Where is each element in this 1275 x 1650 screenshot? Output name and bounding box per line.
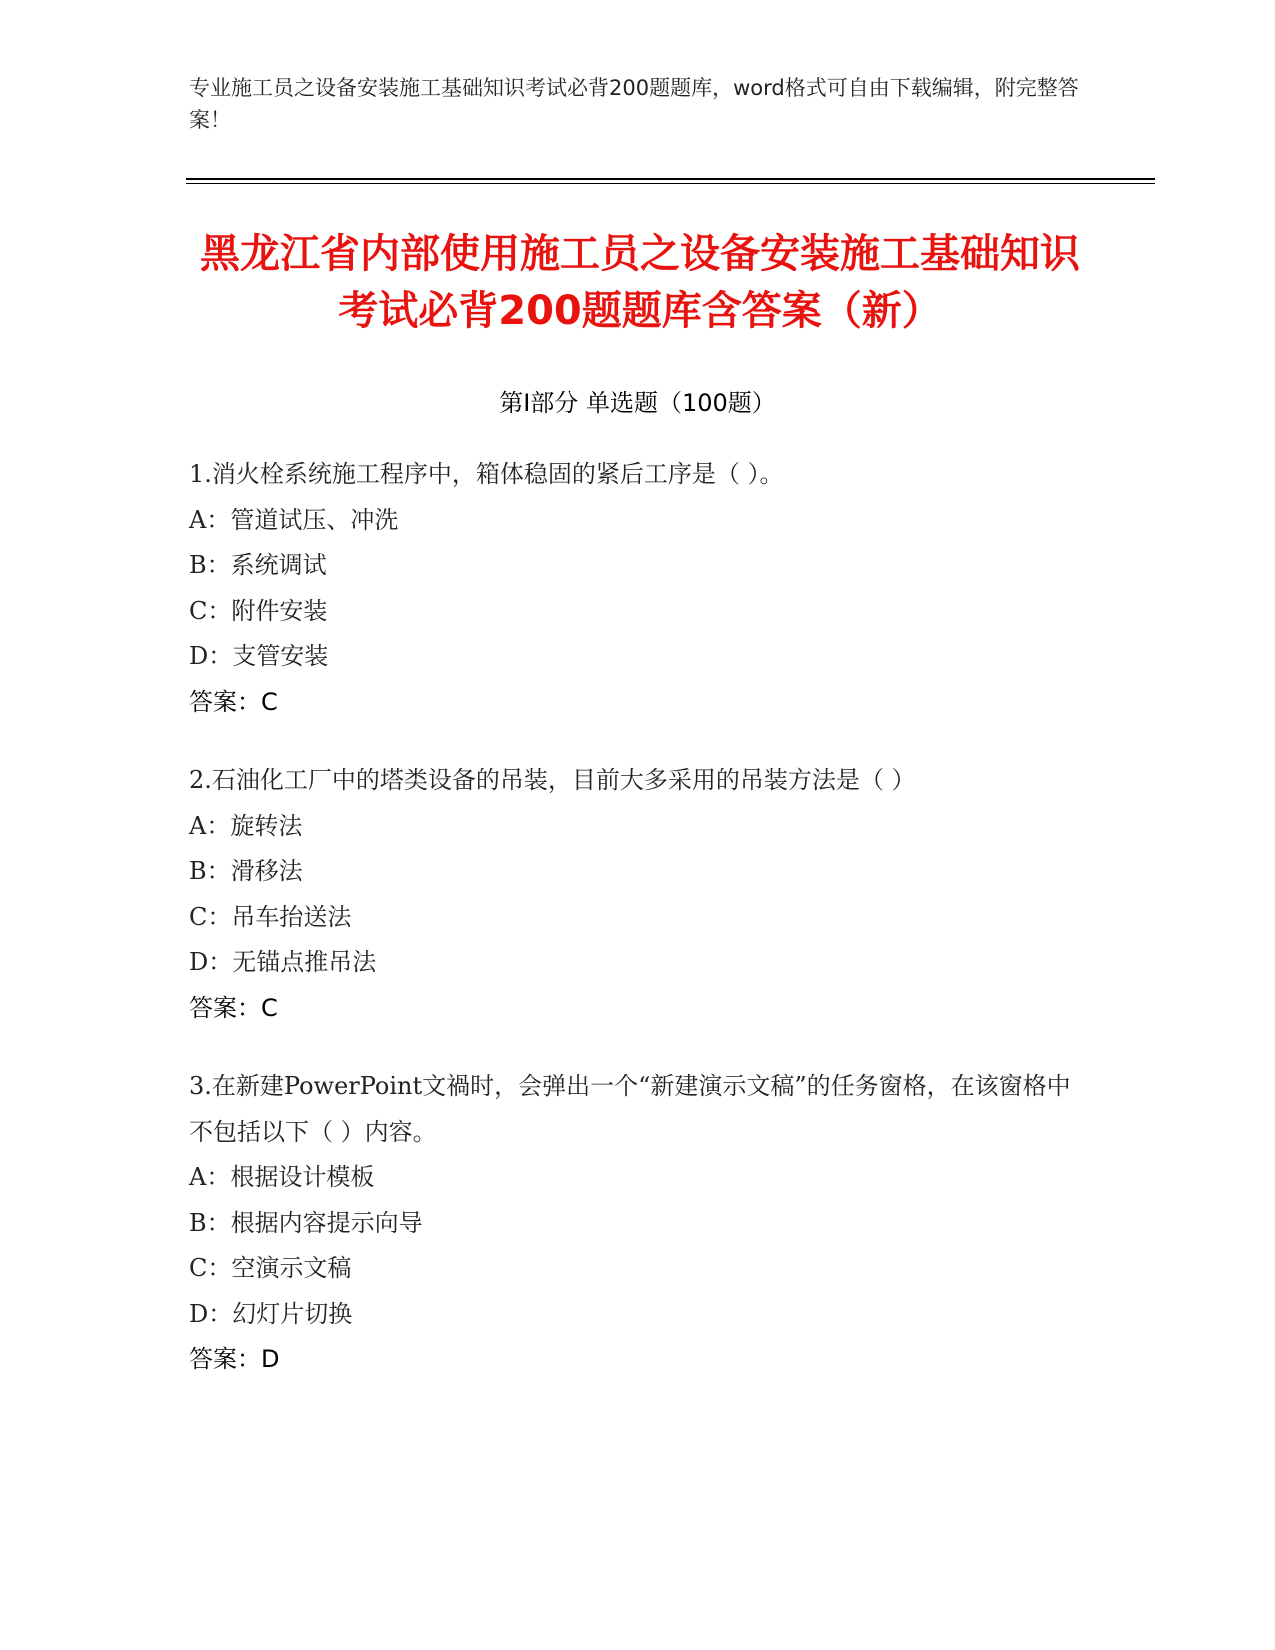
document-title: 黑龙江省内部使用施工员之设备安装施工基础知识考试必背200题题库含答案（新）: [200, 231, 1080, 334]
answer: 答案：C: [189, 993, 278, 1022]
option-d: D：无锚点推吊法: [189, 948, 377, 976]
question-stem: 2.石油化工厂中的塔类设备的吊装，目前大多采用的吊装方法是（ ）: [189, 766, 916, 794]
option-b: B：根据内容提示向导: [189, 1208, 423, 1237]
option-a: A：根据设计模板: [189, 1163, 375, 1191]
option-d: D：支管安装: [189, 642, 329, 670]
option-d: D：幻灯片切换: [189, 1299, 353, 1328]
option-a: A：旋转法: [189, 811, 303, 840]
header-rule-thin: [186, 183, 1155, 184]
option-c: C：空演示文稿: [189, 1254, 352, 1282]
option-b: B：滑移法: [189, 857, 303, 885]
header-rule-thick: [186, 178, 1155, 180]
section-title: 第Ⅰ部分 单选题（100题）: [499, 389, 776, 417]
option-c: C：附件安装: [189, 596, 328, 625]
option-b: B：系统调试: [189, 551, 327, 579]
header-note: 专业施工员之设备安装施工基础知识考试必背200题题库，word格式可自由下载编辑，附完整答案！: [189, 76, 1079, 132]
option-a: A：管道试压、冲洗: [189, 505, 399, 534]
question-block-1: [189, 452, 1089, 725]
question-block-2: [189, 758, 1089, 1031]
answer: 答案：D: [189, 1345, 280, 1373]
question-block-3: [189, 1064, 1089, 1383]
question-stem: 3.在新建PowerPoint文禍时，会弹出一个“新建演示文稿”的任务窗格，在该窗格中不包括以下（ ）内容。: [189, 1072, 1071, 1146]
question-stem: 1.消火栓系统施工程序中，箱体稳固的紧后工序是（ ）。: [189, 460, 784, 488]
option-c: C：吊车抬送法: [189, 902, 352, 931]
answer: 答案：C: [189, 687, 278, 716]
